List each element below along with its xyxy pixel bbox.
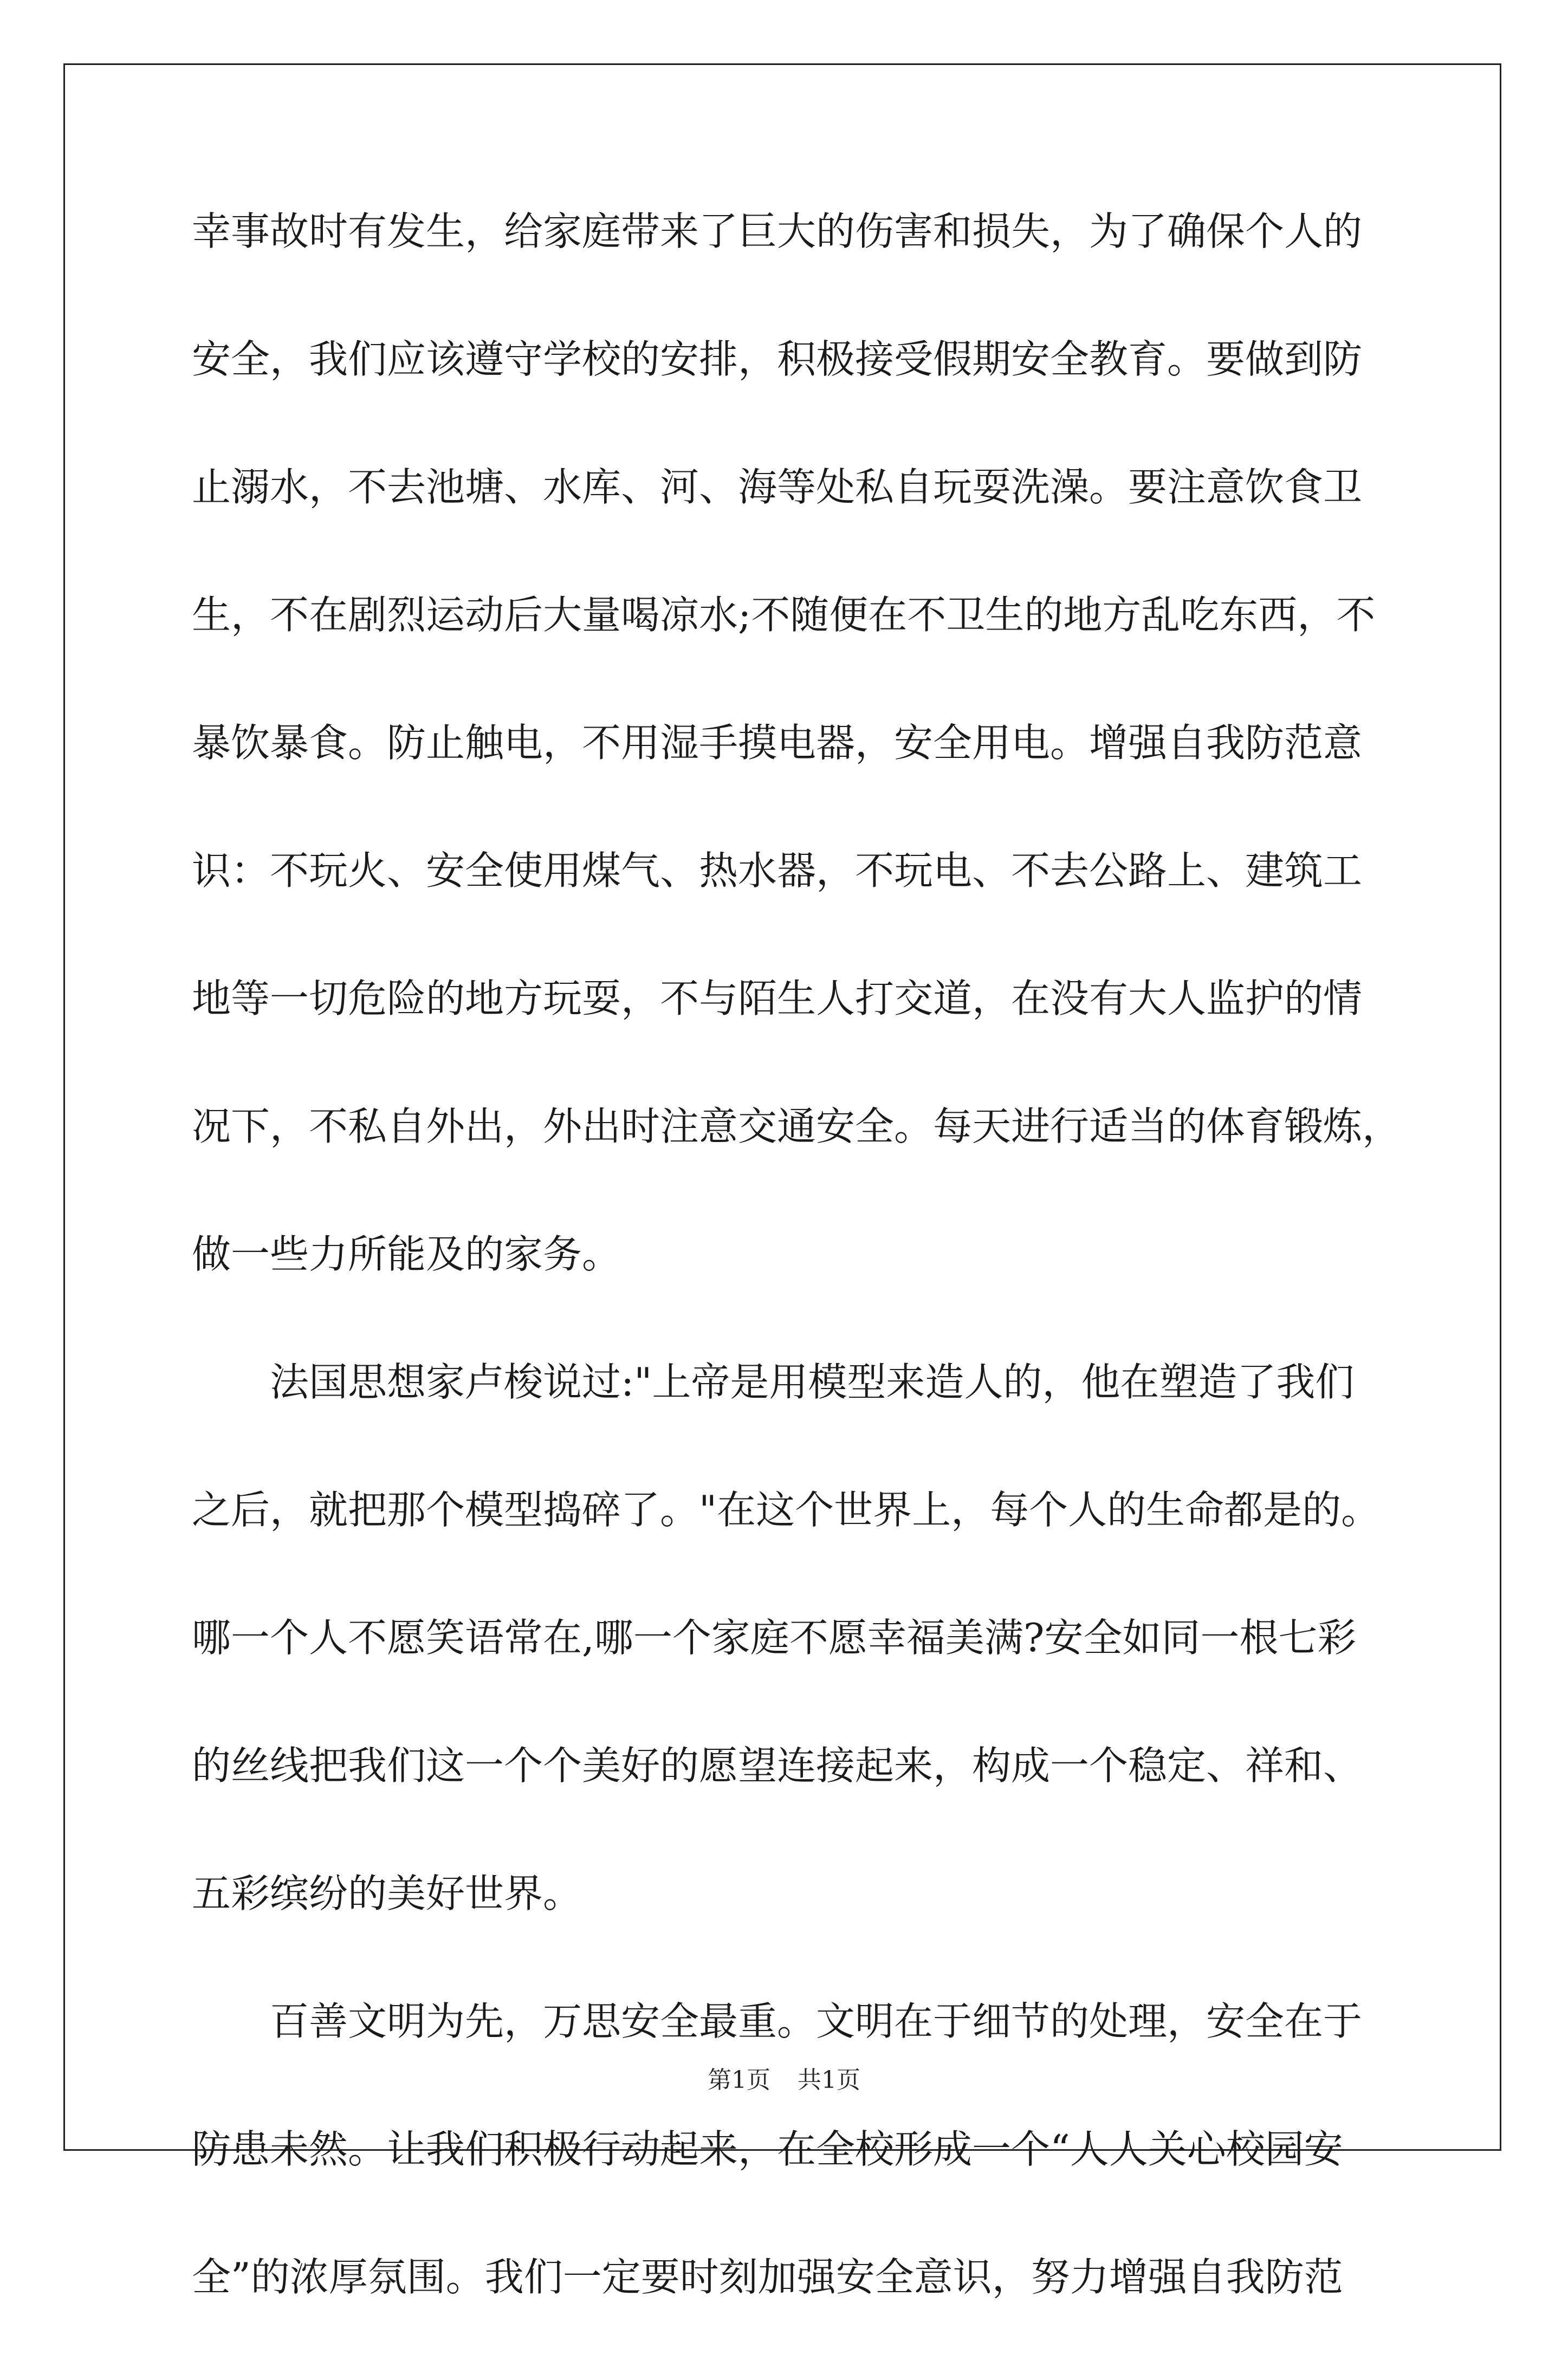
text-line: 防患未然。让我们积极行动起来，在全校形成一个“人人关心校园安	[192, 2126, 1343, 2172]
text-line: 安全，我们应该遵守学校的安排，积极接受假期安全教育。要做到防	[192, 336, 1363, 382]
paragraph-1	[192, 200, 1402, 1351]
text-line: 之后，就把那个模型捣碎了。"在这个世界上，每个人的生命都是的。	[192, 1487, 1381, 1533]
text-line: 全”的浓厚氛围。我们一定要时刻加强安全意识，努力增强自我防范	[192, 2254, 1343, 2300]
page-total: 共1页	[798, 2066, 860, 2094]
paragraph-2	[192, 1351, 1381, 1990]
text-line: 的丝线把我们这一个个美好的愿望连接起来，构成一个稳定、祥和、	[192, 1743, 1363, 1788]
document-body	[192, 200, 1402, 2374]
text-line: 幸事故时有发生，给家庭带来了巨大的伤害和损失，为了确保个人的	[192, 209, 1363, 254]
text-line: 百善文明为先，万思安全最重。文明在于细节的处理，安全在于	[192, 1999, 1363, 2044]
text-line: 止溺水，不去池塘、水库、河、海等处私自玩耍洗澡。要注意饮食卫	[192, 464, 1363, 510]
text-line: 地等一切危险的地方玩耍，不与陌生人打交道，在没有大人监护的情	[192, 976, 1363, 1021]
text-line: 做一些力所能及的家务。	[192, 1231, 621, 1277]
text-line: 况下，不私自外出，外出时注意交通安全。每天进行适当的体育锻炼，	[192, 1104, 1402, 1149]
text-line: 识：不玩火、安全使用煤气、热水器，不玩电、不去公路上、建筑工	[192, 848, 1363, 893]
paragraph-3	[192, 1990, 1378, 2374]
text-line: 五彩缤纷的美好世界。	[192, 1871, 582, 1916]
text-line: 生，不在剧烈运动后大量喝凉水;不随便在不卫生的地方乱吃东西，不	[192, 592, 1376, 638]
page-number: 第1页	[708, 2066, 770, 2094]
page-footer	[0, 2065, 1568, 2096]
text-line: 暴饮暴食。防止触电，不用湿手摸电器，安全用电。增强自我防范意	[192, 720, 1363, 766]
text-line: 哪一个人不愿笑语常在,哪一个家庭不愿幸福美满?安全如同一根七彩	[192, 1615, 1357, 1660]
text-line: 法国思想家卢梭说过:"上帝是用模型来造人的，他在塑造了我们	[192, 1359, 1355, 1405]
